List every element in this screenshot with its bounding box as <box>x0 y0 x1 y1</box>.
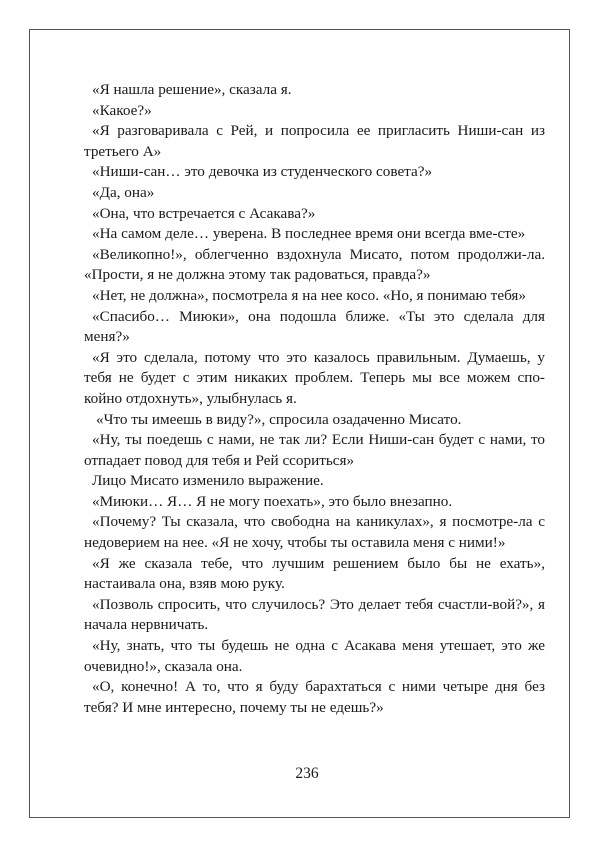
paragraph: «Какое?» <box>92 101 152 119</box>
body-text <box>84 80 545 718</box>
paragraph: «Ну, ты поедешь с нами, не так ли? Если Ниши-сан будет с нами, то отпадает повод для тебя и Рей ссориться» <box>84 431 545 469</box>
page-number: 236 <box>295 765 319 782</box>
paragraph: «Позволь спросить, что случилось? Это делает тебя счастли-вой?», я начала нервничать. <box>84 595 545 634</box>
paragraph: «Что ты имеешь в виду?», спросила озадаченно Мисато. <box>96 410 462 428</box>
paragraph: «Почему? Ты сказала, что свободна на каникулах», я посмотре-ла с недоверием на нее. «Я не хочу, чтобы ты оставила меня с ними!» <box>84 513 545 552</box>
paragraph: «Нет, не должна», посмотрела я на нее косо. «Но, я понимаю тебя» <box>92 286 526 304</box>
paragraph: «На самом деле… уверена. В последнее время они всегда вме-сте» <box>92 225 526 243</box>
paragraph: Лицо Мисато изменило выражение. <box>92 472 324 490</box>
paragraph: «Я же сказала тебе, что лучшим решением было бы не ехать», настаивала она, взяв мою руку. <box>84 554 545 593</box>
paragraph: «Я нашла решение», сказала я. <box>92 81 292 98</box>
paragraph: «Ну, знать, что ты будешь не одна с Асакава меня утешает, это же очевидно!», сказала она. <box>84 637 545 675</box>
paragraph: «Я это сделала, потому что это казалось правильным. Думаешь, у тебя не будет с этим никаких проблем. Теперь мы все можем спо-койно отдохнуть», улыбнулась я. <box>84 348 545 407</box>
paragraph: «Я разговаривала с Рей, и попросила ее пригласить Ниши-сан из третьего А» <box>84 122 545 160</box>
paragraph: «Спасибо… Миюки», она подошла ближе. «Ты это сделала для меня?» <box>84 307 545 346</box>
paragraph: «Да, она» <box>92 183 155 201</box>
paragraph: «Она, что встречается с Асакава?» <box>92 204 316 222</box>
paragraph: «О, конечно! А то, что я буду барахтаться с ними четыре дня без тебя? И мне интересно, почему ты не едешь?» <box>84 678 545 716</box>
paragraph: «Великопно!», облегченно вздохнула Мисато, потом продолжи-ла. «Прости, я не должна этому так радоваться, правда?» <box>84 245 545 284</box>
paragraph: «Миюки… Я… Я не могу поехать», это было внезапно. <box>92 492 453 510</box>
paragraph: «Ниши-сан… это девочка из студенческого совета?» <box>92 163 433 181</box>
